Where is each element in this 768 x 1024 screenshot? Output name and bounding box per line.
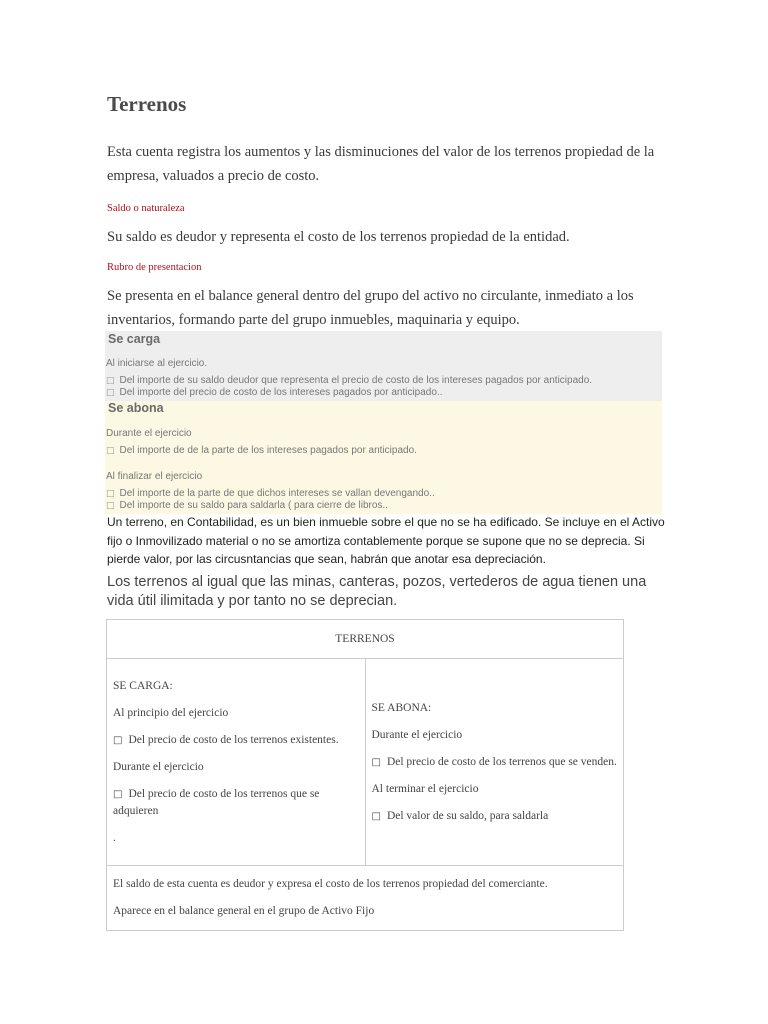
checkbox-square-icon: □ [106, 388, 115, 398]
checkbox-square-icon: □ [106, 376, 115, 386]
saldo-label: Saldo o naturaleza [107, 203, 185, 214]
list-item [372, 754, 618, 771]
list-item [113, 732, 359, 749]
page-title: Terrenos [107, 92, 187, 116]
intro-paragraph: Esta cuenta registra los aumentos y las disminuciones del valor de los terrenos propiedad de la empresa, valuados a precio de costo. [107, 144, 655, 184]
list-item-text: Del importe de la parte de que dichos intereses se vallan devengando.. [119, 488, 435, 499]
checkbox-square-icon: □ [106, 501, 115, 511]
se-carga-col-dot: . [113, 831, 116, 844]
list-item-text: Del importe de su saldo para saldarla ( para cierre de libros.. [119, 500, 388, 511]
checkbox-square-icon: □ [113, 734, 123, 746]
se-carga-heading: Se carga [108, 332, 161, 346]
list-item-text: Del valor de su saldo, para saldarla [386, 809, 549, 822]
se-abona-box [105, 401, 662, 514]
se-carga-col-p3: Durante el ejercicio [113, 760, 204, 773]
checkbox-square-icon: □ [371, 810, 381, 822]
list-item [106, 387, 442, 398]
saldo-paragraph: Su saldo es deudor y representa el costo de los terrenos propiedad de la entidad. [107, 229, 570, 245]
se-abona-heading: Se abona [108, 401, 164, 415]
se-abona-col-p1: Durante el ejercicio [371, 728, 463, 741]
checkbox-square-icon: □ [113, 788, 123, 800]
se-carga-sub: Al iniciarse al ejercicio. [106, 358, 208, 369]
terrenos-ledger-table [106, 619, 624, 931]
vida-util-paragraph: Los terrenos al igual que las minas, canteras, pozos, vertederos de agua tienen una vida útil ilimitada y por tanto no se deprecian. [107, 574, 647, 609]
list-item [106, 500, 388, 511]
list-item-text: Del importe del precio de costo de los intereses pagados por anticipado.. [119, 387, 443, 398]
se-abona-col-heading: SE ABONA: [371, 701, 432, 714]
definition-paragraph: Un terreno, en Contabilidad, es un bien inmueble sobre el que no se ha edificado. Se incluye en el Activo fijo o Inmovilizado material o no se amortiza contablemente porque se supone que no se deprecia. Si pierde valor, por las circusntancias que sean, habrán que anotar esa depreciación. [107, 515, 665, 566]
table-footer-line2: Aparece en el balance general en el grupo de Activo Fijo [113, 905, 375, 917]
rubro-paragraph: Se presenta en el balance general dentro del grupo del activo no circulante, inmediato a los inventarios, formando parte del grupo inmuebles, maquinaria y equipo. [107, 288, 634, 328]
list-item [113, 786, 359, 820]
list-item [106, 445, 417, 456]
se-carga-col-heading: SE CARGA: [113, 679, 173, 692]
rubro-label: Rubro de presentacion [107, 262, 202, 273]
list-item-text: Del importe de de la parte de los intereses pagados por anticipado. [119, 445, 417, 456]
list-item [106, 375, 592, 386]
se-abona-sub1: Durante el ejercicio [106, 428, 192, 439]
se-abona-col-p3: Al terminar el ejercicio [371, 782, 479, 795]
se-abona-sub2: Al finalizar el ejercicio [106, 471, 203, 482]
list-item-text: Del precio de costo de los terrenos que se venden. [386, 755, 617, 768]
checkbox-square-icon: □ [106, 446, 115, 456]
list-item [372, 808, 618, 825]
se-carga-column [107, 659, 366, 866]
list-item [106, 488, 435, 499]
list-item-text: Del precio de costo de los terrenos existentes. [128, 733, 339, 746]
table-footer [107, 866, 624, 931]
list-item-text: Del precio de costo de los terrenos que se adquieren [113, 787, 320, 817]
se-carga-box [105, 331, 662, 401]
checkbox-square-icon: □ [371, 756, 381, 768]
checkbox-square-icon: □ [106, 489, 115, 499]
se-abona-column [365, 659, 624, 866]
list-item-text: Del importe de su saldo deudor que representa el precio de costo de los intereses pagados por anticipado. [119, 375, 593, 386]
se-carga-col-p1: Al principio del ejercicio [113, 706, 229, 719]
table-title: TERRENOS [107, 620, 624, 659]
table-footer-line1: El saldo de esta cuenta es deudor y expresa el costo de los terrenos propiedad del comerciante. [113, 878, 548, 890]
